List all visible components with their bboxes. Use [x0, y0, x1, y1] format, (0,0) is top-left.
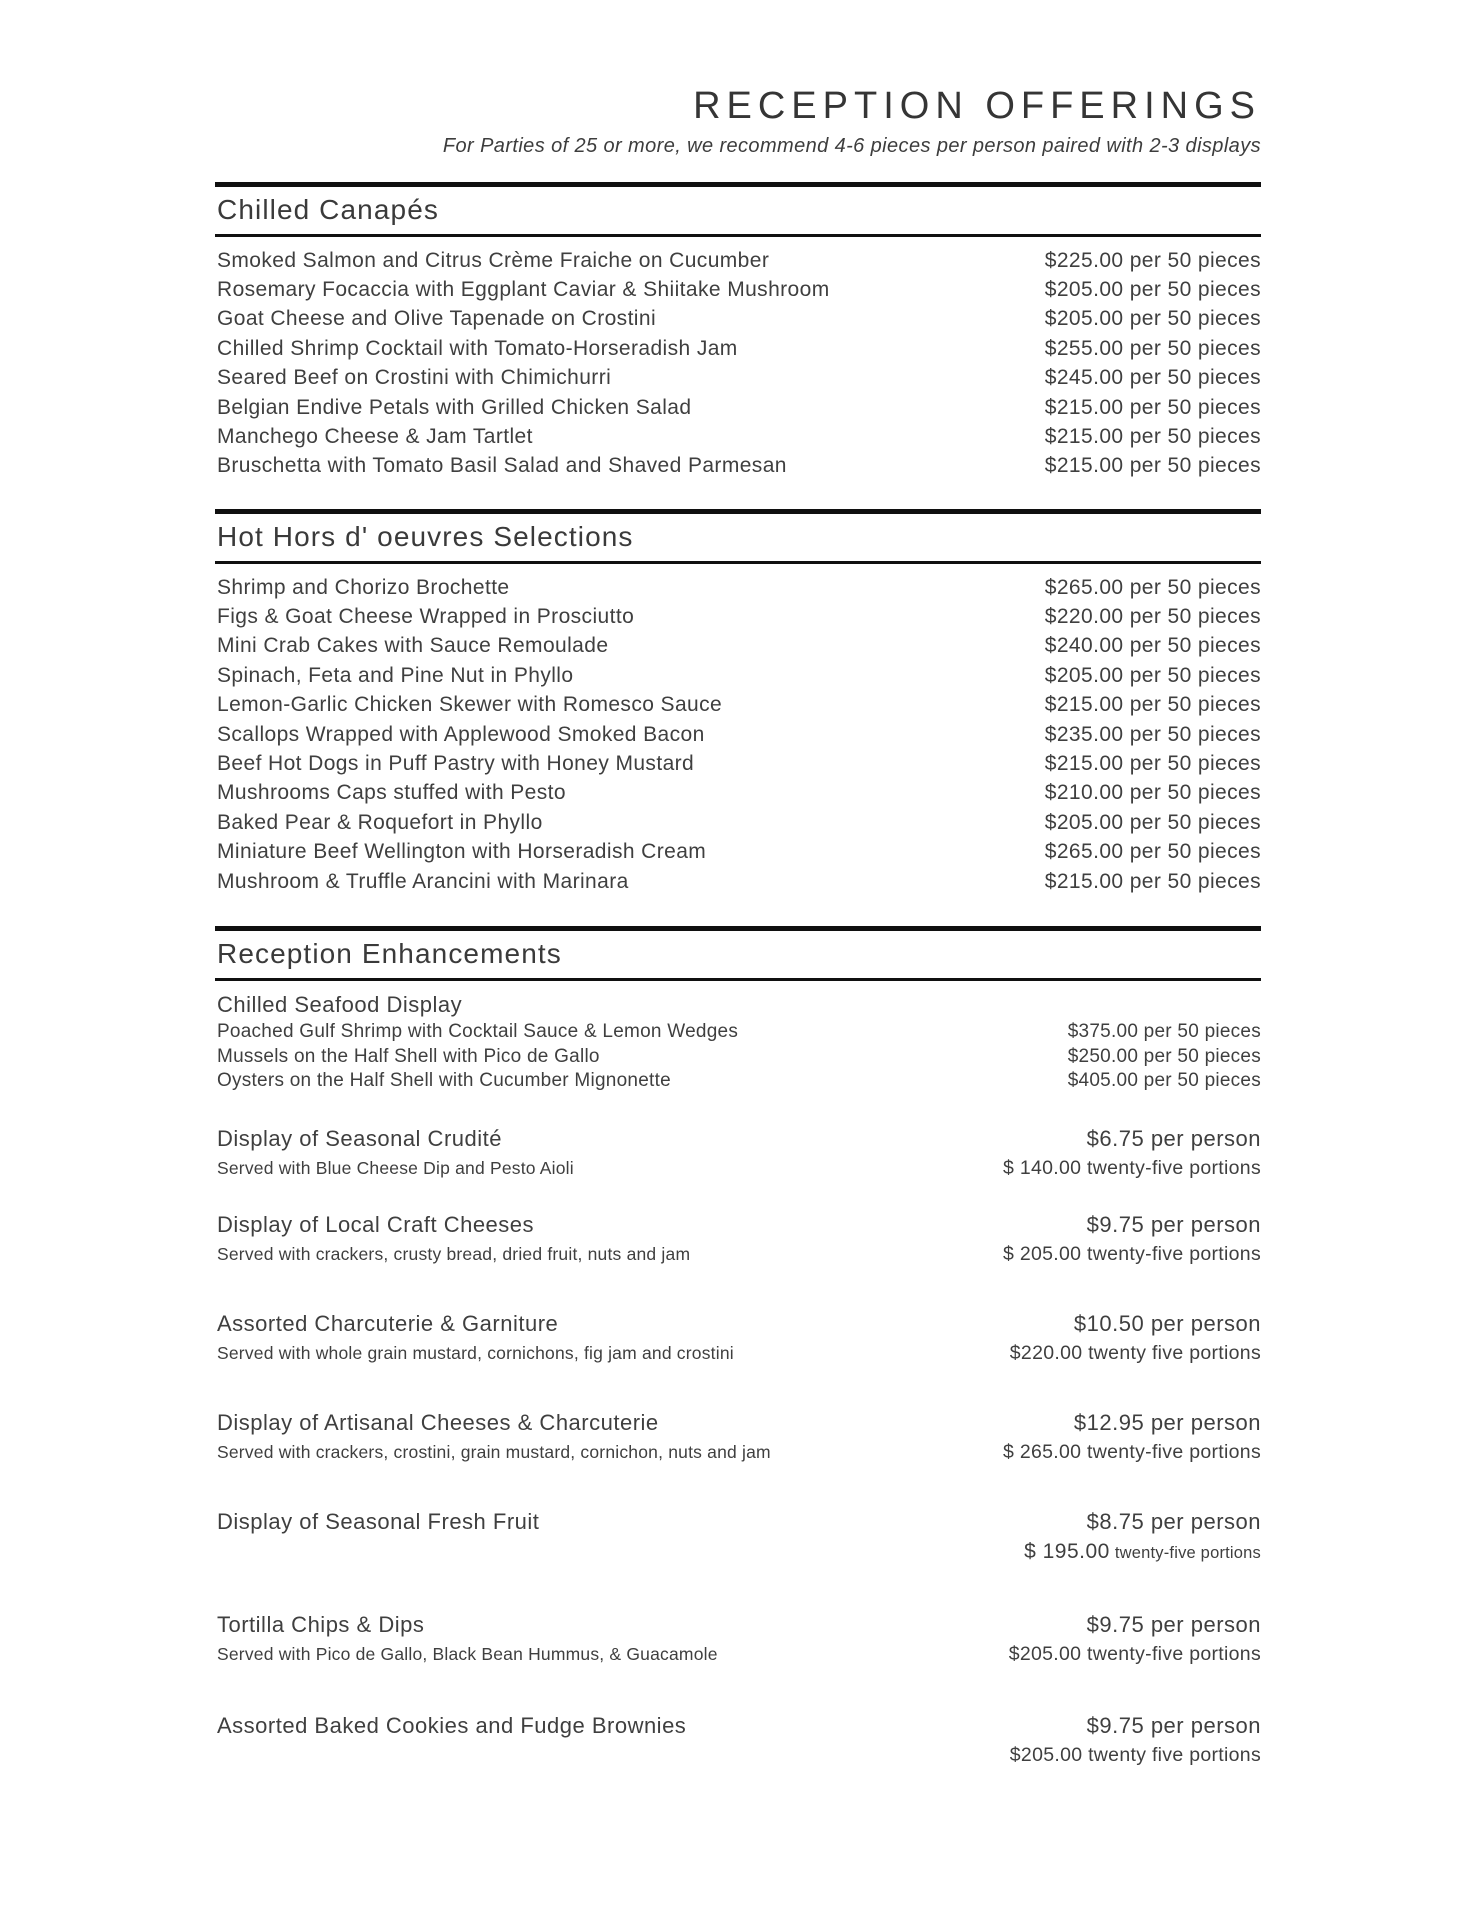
menu-item-row — [217, 867, 1261, 896]
menu-item-name: Miniature Beef Wellington with Horseradish Cream — [217, 840, 707, 864]
menu-item-row — [217, 778, 1261, 807]
menu-item-row — [217, 422, 1261, 451]
menu-item-name: Lemon-Garlic Chicken Skewer with Romesco Sauce — [217, 693, 723, 717]
price-per-portions: $ 265.00 twenty-five portions — [1002, 1440, 1261, 1463]
display-right — [1010, 1310, 1261, 1365]
menu-item-name: Oysters on the Half Shell with Cucumber Mignonette — [217, 1070, 671, 1092]
menu-item-name: Rosemary Focaccia with Eggplant Caviar & Shiitake Mushroom — [217, 278, 830, 301]
menu-item-name: Mushrooms Caps stuffed with Pesto — [217, 781, 566, 805]
price-per-portions: $ 205.00 twenty-five portions — [1002, 1242, 1261, 1265]
display-right — [1010, 1712, 1261, 1767]
menu-item-price: $375.00 per 50 pieces — [1067, 1020, 1261, 1042]
display-block-seasonal-fresh-fruit — [217, 1508, 1261, 1565]
menu-item-name: Scallops Wrapped with Applewood Smoked Bacon — [217, 722, 705, 746]
display-block-local-craft-cheeses — [217, 1211, 1261, 1266]
menu-item-name: Seared Beef on Crostini with Chimichurri — [217, 366, 612, 390]
menu-item-row — [217, 246, 1261, 275]
portions-amount: $ 195.00 — [1024, 1539, 1110, 1563]
menu-item-name: Manchego Cheese & Jam Tartlet — [217, 425, 533, 449]
menu-item-name: Mini Crab Cakes with Sauce Remoulade — [217, 634, 609, 658]
menu-item-name: Belgian Endive Petals with Grilled Chicken Salad — [217, 395, 692, 419]
menu-item-price: $215.00 per 50 pieces — [1044, 752, 1261, 776]
section-title: Chilled Canapés — [217, 193, 439, 225]
display-left — [217, 1211, 690, 1266]
menu-item-row — [217, 749, 1261, 778]
display-left — [217, 1409, 771, 1464]
display-left — [217, 1310, 734, 1365]
display-right — [1003, 1409, 1261, 1464]
menu-item-row — [217, 720, 1261, 749]
menu-item-name: Mushroom & Truffle Arancini with Marinara — [217, 869, 629, 893]
menu-item-row — [217, 573, 1261, 602]
display-name: Display of Local Craft Cheeses — [217, 1211, 535, 1237]
seafood-item-list — [217, 1020, 1261, 1094]
menu-item-price: $265.00 per 50 pieces — [1044, 840, 1261, 864]
price-per-portions: $205.00 twenty-five portions — [1008, 1642, 1261, 1665]
price-per-person: $9.75 per person — [1086, 1712, 1261, 1738]
menu-item-name: Smoked Salmon and Citrus Crème Fraiche on Cucumber — [217, 248, 770, 272]
menu-item-name: Beef Hot Dogs in Puff Pastry with Honey Mustard — [217, 752, 695, 776]
menu-item-row — [217, 275, 1261, 304]
display-right — [1003, 1125, 1261, 1180]
display-desc: Served with crackers, crusty bread, dried fruit, nuts and jam — [217, 1243, 691, 1264]
display-name: Assorted Baked Cookies and Fudge Brownies — [217, 1712, 687, 1738]
display-desc: Served with whole grain mustard, cornichons, fig jam and crostini — [217, 1342, 734, 1363]
page-subtitle: For Parties of 25 or more, we recommend 4-6 pieces per person paired with 2-3 displays — [442, 134, 1261, 157]
display-left — [217, 1611, 718, 1666]
subsection-chilled-seafood-display — [217, 990, 1261, 1094]
price-per-portions: $220.00 twenty five portions — [1009, 1341, 1261, 1364]
menu-item-row — [217, 1069, 1261, 1094]
menu-item-row — [217, 631, 1261, 660]
display-block-artisanal-cheeses-charcuterie — [217, 1409, 1261, 1464]
doc-header — [215, 86, 1261, 158]
menu-item-list — [215, 237, 1261, 495]
menu-item-row — [217, 334, 1261, 363]
display-desc: Served with Blue Cheese Dip and Pesto Aioli — [217, 1157, 574, 1178]
menu-item-price: $215.00 per 50 pieces — [1044, 395, 1261, 419]
menu-item-price: $235.00 per 50 pieces — [1044, 722, 1261, 746]
display-block-tortilla-chips-dips — [217, 1611, 1261, 1666]
price-per-person: $9.75 per person — [1086, 1211, 1261, 1237]
menu-item-price: $205.00 per 50 pieces — [1044, 663, 1261, 687]
menu-item-price: $210.00 per 50 pieces — [1044, 781, 1261, 805]
menu-item-price: $220.00 per 50 pieces — [1044, 605, 1261, 629]
menu-item-name: Spinach, Feta and Pine Nut in Phyllo — [217, 663, 574, 687]
menu-item-list — [215, 564, 1261, 910]
menu-item-name: Goat Cheese and Olive Tapenade on Crostini — [217, 307, 657, 331]
menu-item-price: $240.00 per 50 pieces — [1044, 634, 1261, 658]
menu-item-price: $205.00 per 50 pieces — [1044, 278, 1261, 301]
menu-item-row — [217, 690, 1261, 719]
menu-item-row — [217, 837, 1261, 866]
menu-item-name: Bruschetta with Tomato Basil Salad and Shaved Parmesan — [217, 454, 787, 478]
menu-item-name: Mussels on the Half Shell with Pico de Gallo — [217, 1045, 600, 1067]
display-desc: Served with crackers, crostini, grain mustard, cornichon, nuts and jam — [217, 1441, 771, 1462]
display-block-assorted-charcuterie — [217, 1310, 1261, 1365]
menu-item-name: Baked Pear & Roquefort in Phyllo — [217, 810, 543, 834]
section-title: Hot Hors d' oeuvres Selections — [217, 520, 634, 552]
price-per-person: $10.50 per person — [1073, 1310, 1261, 1336]
display-left — [217, 1125, 574, 1180]
menu-item-price: $205.00 per 50 pieces — [1044, 307, 1261, 331]
menu-item-price: $225.00 per 50 pieces — [1044, 248, 1261, 272]
menu-item-row — [217, 451, 1261, 480]
display-block-cookies-brownies — [217, 1712, 1261, 1767]
menu-item-price: $215.00 per 50 pieces — [1044, 869, 1261, 893]
menu-item-price: $405.00 per 50 pieces — [1067, 1070, 1261, 1092]
menu-item-price: $265.00 per 50 pieces — [1044, 575, 1261, 599]
menu-item-price: $255.00 per 50 pieces — [1044, 336, 1261, 360]
menu-item-name: Shrimp and Chorizo Brochette — [217, 575, 510, 599]
page-title: RECEPTION OFFERINGS — [693, 85, 1261, 127]
subsection-title: Chilled Seafood Display — [217, 991, 463, 1017]
menu-item-name: Figs & Goat Cheese Wrapped in Prosciutto — [217, 605, 635, 629]
price-per-person: $8.75 per person — [1086, 1508, 1261, 1534]
display-name: Display of Seasonal Crudité — [217, 1125, 502, 1151]
menu-item-row — [217, 363, 1261, 392]
display-name: Tortilla Chips & Dips — [217, 1611, 425, 1637]
menu-item-price: $215.00 per 50 pieces — [1044, 425, 1261, 449]
menu-item-price: $250.00 per 50 pieces — [1067, 1045, 1261, 1067]
menu-item-price: $205.00 per 50 pieces — [1044, 810, 1261, 834]
section-reception-enhancements — [215, 926, 1261, 1767]
menu-content — [215, 0, 1261, 1767]
menu-item-row — [217, 661, 1261, 690]
price-per-person: $9.75 per person — [1086, 1611, 1261, 1637]
display-right — [1024, 1508, 1261, 1565]
section-chilled-canapes — [215, 182, 1261, 495]
display-name: Assorted Charcuterie & Garniture — [217, 1310, 559, 1336]
display-right — [1003, 1211, 1261, 1266]
display-left — [217, 1712, 686, 1767]
menu-item-price: $245.00 per 50 pieces — [1044, 366, 1261, 390]
menu-item-price: $215.00 per 50 pieces — [1044, 693, 1261, 717]
section-hot-hors-doeuvres — [215, 509, 1261, 910]
display-block-seasonal-crudite — [217, 1125, 1261, 1180]
price-per-person: $6.75 per person — [1086, 1125, 1261, 1151]
enhancements-body — [215, 981, 1261, 1767]
portions-label: twenty-five portions — [1114, 1543, 1261, 1562]
menu-item-name: Chilled Shrimp Cocktail with Tomato-Horseradish Jam — [217, 336, 738, 360]
price-per-portions: $205.00 twenty five portions — [1009, 1743, 1261, 1766]
price-per-portions — [1024, 1540, 1261, 1565]
display-left — [217, 1508, 539, 1565]
price-per-person: $12.95 per person — [1073, 1409, 1261, 1435]
menu-item-row — [217, 1045, 1261, 1070]
menu-item-price: $215.00 per 50 pieces — [1044, 454, 1261, 478]
menu-item-row — [217, 393, 1261, 422]
display-right — [1009, 1611, 1261, 1666]
display-name: Display of Artisanal Cheeses & Charcuterie — [217, 1409, 659, 1435]
display-desc: Served with Pico de Gallo, Black Bean Hummus, & Guacamole — [217, 1643, 718, 1664]
display-name: Display of Seasonal Fresh Fruit — [217, 1508, 540, 1534]
price-per-portions: $ 140.00 twenty-five portions — [1002, 1156, 1261, 1179]
menu-item-row — [217, 1020, 1261, 1045]
menu-item-row — [217, 304, 1261, 333]
section-title: Reception Enhancements — [217, 938, 562, 970]
menu-item-row — [217, 808, 1261, 837]
menu-item-row — [217, 602, 1261, 631]
menu-item-name: Poached Gulf Shrimp with Cocktail Sauce & Lemon Wedges — [217, 1020, 739, 1042]
